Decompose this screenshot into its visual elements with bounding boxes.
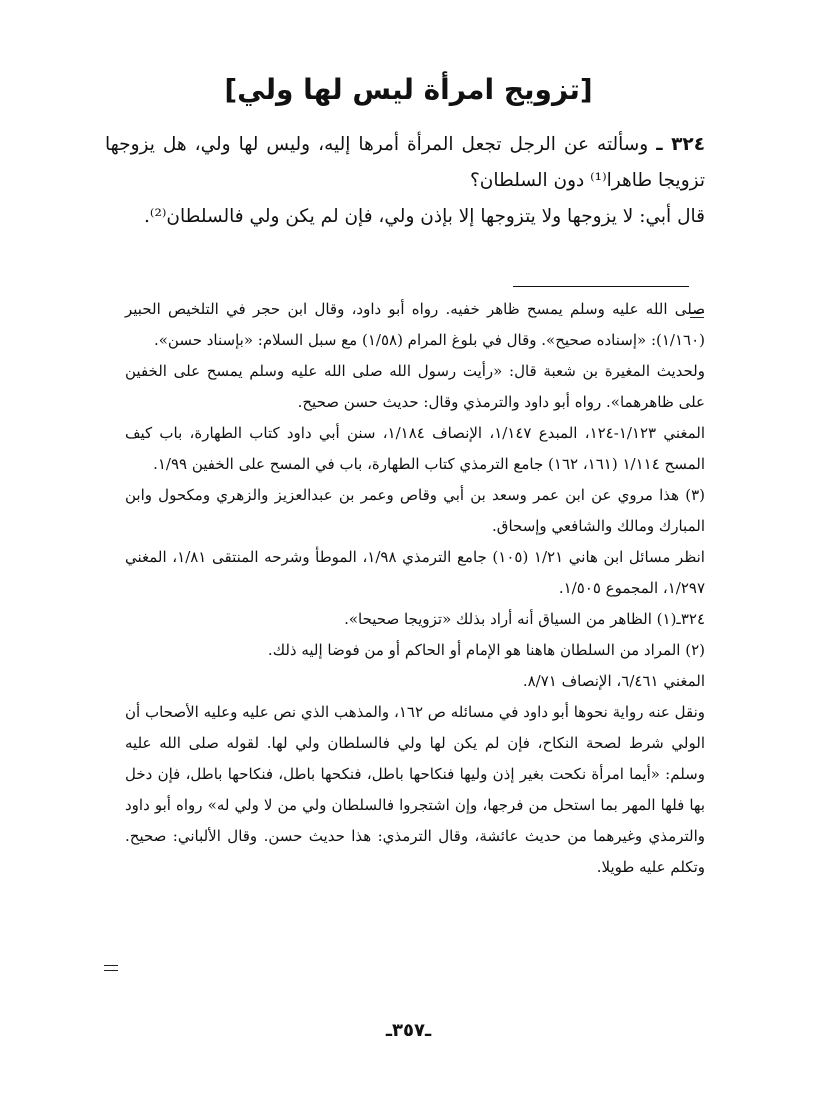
footnote-paragraph: ٣٢٤ـ(١) الظاهر من السياق أنه أراد بذلك «تزويجا صحيحا». — [344, 610, 705, 628]
footnote-paragraph: ونقل عنه رواية نحوها أبو داود في مسائله ص ١٦٢، والمذهب الذي نص عليه وعليه الأصحاب أن الولي شرط لصحة النكاح، فإن لم يكن لها ولي فالسلطان ولي لها. لقوله صلى الله عليه وسلم: «أيما امرأة نكحت بغير إذن وليها فنكاحها باطل، فنكحها باطل، فنكاحها باطل، فإن دخل بها فلها المهر بما استحل من فرجها، وإن اشتجروا فالسلطان ولي من لا ولي له» رواه أبو داود والترمذي وغيرهما من حديث عائشة، وقال الترمذي: هذا حديث حسن. وقال الألباني: صحيح. وتكلم عليه طويلا. — [125, 703, 705, 876]
footnotes — [125, 294, 705, 883]
footnote-paragraph: (٢) المراد من السلطان هاهنا هو الإمام أو الحاكم أو من فوضا إليه ذلك. — [267, 641, 705, 659]
footnote-paragraph: (٣) هذا مروي عن ابن عمر وسعد بن أبي وقاص وعمر بن عبدالعزيز والزهري ومكحول وابن المبارك ومالك والشافعي وإسحاق. — [125, 486, 705, 535]
footnote-paragraph: انظر مسائل ابن هاني ١/٢١ (١٠٥) جامع الترمذي ١/٩٨، الموطأ وشرحه المنتقى ١/٨١، المغني ١/٢٩٧، المجموع ١/٥٠٥. — [125, 548, 705, 597]
footnote-separator — [513, 286, 689, 287]
issue-answer: قال أبي: لا يزوجها ولا يتزوجها إلا بإذن ولي، فإن لم يكن ولي فالسلطان⁽²⁾. — [144, 206, 705, 227]
footnote-paragraph: ولحديث المغيرة بن شعبة قال: «رأيت رسول الله صلى الله عليه وسلم يمسح على الخفين على ظاهرهما». رواه أبو داود والترمذي وقال: حديث حسن صحيح. — [125, 362, 705, 411]
footnote-paragraph: المغني ١/١٢٣-١٢٤، المبدع ١/١٤٧، الإنصاف ١/١٨٤، سنن أبي داود كتاب الطهارة، باب كيف المسح ١/١١٤ (١٦١، ١٦٢) جامع الترمذي كتاب الطهارة، باب في المسح على الخفين ١/٩٩. — [125, 424, 706, 473]
issue-question — [105, 127, 705, 199]
footnote-paragraph: صلى الله عليه وسلم يمسح ظاهر خفيه. رواه أبو داود، وقال ابن حجر في التلخيص الحبير (١/١٦٠): «إسناده صحيح». وقال في بلوغ المرام (١/٥٨) مع سبل السلام: «بإسناد حسن». — [125, 300, 705, 349]
main-text — [105, 127, 705, 235]
continuation-mark — [104, 965, 118, 971]
question-text: وسألته عن الرجل تجعل المرأة أمرها إليه، وليس لها ولي، هل يزوجها تزويجا طاهرا⁽¹⁾ دون السلطان؟ — [105, 134, 705, 191]
issue-number: ٣٢٤ ـ — [656, 134, 705, 155]
page-number: ـ٣٥٧ـ — [385, 1020, 432, 1041]
chapter-title: [تزويج امرأة ليس لها ولي] — [224, 73, 593, 106]
footnote-paragraph: المغني ٦/٤٦١، الإنصاف ٨/٧١. — [522, 672, 705, 690]
